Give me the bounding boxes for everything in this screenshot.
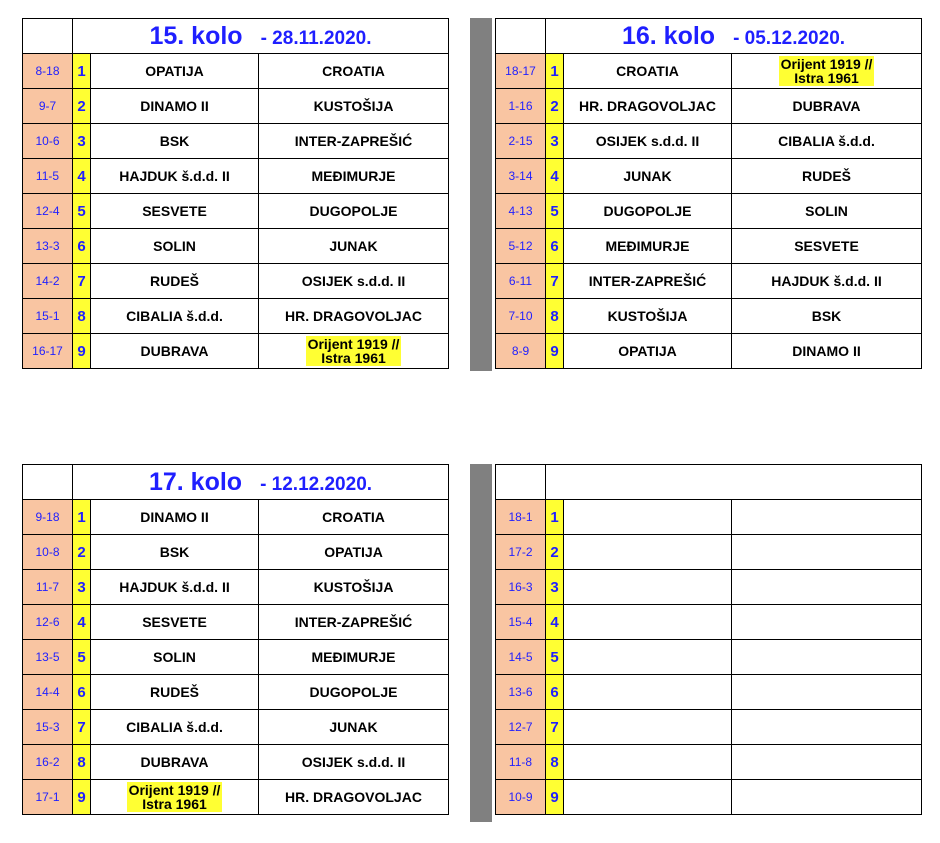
match-row	[23, 605, 449, 640]
header-corner-cell	[496, 19, 546, 54]
away-team-cell: HR. DRAGOVOLJAC	[259, 299, 449, 334]
pairing-cell: 10-6	[23, 124, 73, 159]
match-row	[496, 605, 922, 640]
away-team-cell	[259, 334, 449, 369]
match-number-cell: 1	[73, 54, 91, 89]
home-team-cell: BSK	[91, 535, 259, 570]
header-corner-cell	[496, 465, 546, 500]
match-row	[496, 334, 922, 369]
away-team-cell: CROATIA	[259, 54, 449, 89]
highlighted-team-name: Orijent 1919 // Istra 1961	[780, 56, 873, 86]
round-date: - 28.11.2020.	[260, 27, 372, 49]
match-row	[23, 745, 449, 780]
pairing-cell: 6-11	[496, 264, 546, 299]
match-number-cell: 6	[73, 675, 91, 710]
home-team-cell: RUDEŠ	[91, 675, 259, 710]
match-number-cell: 2	[73, 89, 91, 124]
pairing-cell: 10-9	[496, 780, 546, 815]
match-number-cell: 5	[73, 640, 91, 675]
round-date: - 05.12.2020.	[733, 27, 846, 49]
away-team-cell	[732, 570, 922, 605]
match-row	[496, 89, 922, 124]
match-row	[23, 194, 449, 229]
match-number-cell: 9	[546, 334, 564, 369]
match-row	[23, 299, 449, 334]
home-team-cell	[564, 605, 732, 640]
home-team-cell: KUSTOŠIJA	[564, 299, 732, 334]
home-team-cell	[564, 780, 732, 815]
pairing-cell: 13-3	[23, 229, 73, 264]
match-number-cell: 9	[73, 334, 91, 369]
match-number-cell: 8	[73, 299, 91, 334]
match-number-cell: 5	[546, 640, 564, 675]
match-number-cell: 2	[546, 89, 564, 124]
round-title: 17. kolo	[148, 467, 243, 496]
home-team-cell: CIBALIA š.d.d.	[91, 299, 259, 334]
home-team-cell: DINAMO II	[91, 500, 259, 535]
away-team-cell: DUBRAVA	[732, 89, 922, 124]
away-team-cell: BSK	[732, 299, 922, 334]
match-row	[23, 229, 449, 264]
home-team-cell: INTER-ZAPREŠIĆ	[564, 264, 732, 299]
home-team-cell: SOLIN	[91, 640, 259, 675]
pairing-cell: 8-18	[23, 54, 73, 89]
pairing-cell: 17-1	[23, 780, 73, 815]
home-team-cell: OPATIJA	[564, 334, 732, 369]
pairing-cell: 14-4	[23, 675, 73, 710]
home-team-cell	[564, 675, 732, 710]
away-team-cell	[732, 710, 922, 745]
highlighted-team-name: Orijent 1919 // Istra 1961	[307, 336, 400, 366]
match-number-cell: 9	[546, 780, 564, 815]
away-team-cell: OSIJEK s.d.d. II	[259, 745, 449, 780]
away-team-cell	[732, 745, 922, 780]
home-team-cell	[564, 570, 732, 605]
round-block-17	[22, 464, 449, 815]
home-team-cell: DUBRAVA	[91, 745, 259, 780]
match-row	[23, 500, 449, 535]
pairing-cell: 16-3	[496, 570, 546, 605]
match-row	[23, 710, 449, 745]
block-separator-bottom	[470, 464, 492, 822]
away-team-cell	[732, 54, 922, 89]
pairing-cell: 1-16	[496, 89, 546, 124]
match-number-cell: 8	[546, 745, 564, 780]
match-number-cell: 4	[73, 159, 91, 194]
away-team-cell	[732, 780, 922, 815]
home-team-cell: JUNAK	[564, 159, 732, 194]
round-date: - 12.12.2020.	[260, 473, 373, 495]
away-team-cell: DUGOPOLJE	[259, 194, 449, 229]
home-team-cell	[564, 710, 732, 745]
away-team-cell: JUNAK	[259, 710, 449, 745]
round-title: 16. kolo	[621, 21, 716, 50]
away-team-cell	[732, 535, 922, 570]
match-row	[496, 710, 922, 745]
match-row	[496, 745, 922, 780]
match-number-cell: 4	[546, 605, 564, 640]
match-number-cell: 9	[73, 780, 91, 815]
home-team-cell: CIBALIA š.d.d.	[91, 710, 259, 745]
away-team-cell: KUSTOŠIJA	[259, 570, 449, 605]
match-number-cell: 3	[73, 570, 91, 605]
away-team-cell: OSIJEK s.d.d. II	[259, 264, 449, 299]
pairing-cell: 8-9	[496, 334, 546, 369]
match-row	[496, 264, 922, 299]
home-team-cell	[564, 500, 732, 535]
home-team-cell	[564, 640, 732, 675]
pairing-cell: 4-13	[496, 194, 546, 229]
home-team-cell: HR. DRAGOVOLJAC	[564, 89, 732, 124]
match-number-cell: 1	[73, 500, 91, 535]
round-header	[73, 19, 449, 54]
away-team-cell	[732, 605, 922, 640]
round-block-16	[495, 18, 922, 369]
away-team-cell: INTER-ZAPREŠIĆ	[259, 605, 449, 640]
match-number-cell: 7	[546, 264, 564, 299]
home-team-cell: SOLIN	[91, 229, 259, 264]
pairing-cell: 2-15	[496, 124, 546, 159]
match-row	[23, 334, 449, 369]
match-number-cell: 6	[546, 675, 564, 710]
match-row	[496, 194, 922, 229]
away-team-cell: CROATIA	[259, 500, 449, 535]
match-number-cell: 7	[546, 710, 564, 745]
away-team-cell: HR. DRAGOVOLJAC	[259, 780, 449, 815]
match-number-cell: 2	[73, 535, 91, 570]
away-team-cell: MEĐIMURJE	[259, 640, 449, 675]
match-row	[496, 780, 922, 815]
match-row	[496, 159, 922, 194]
home-team-cell: BSK	[91, 124, 259, 159]
away-team-cell: CIBALIA š.d.d.	[732, 124, 922, 159]
away-team-cell: KUSTOŠIJA	[259, 89, 449, 124]
match-number-cell: 5	[546, 194, 564, 229]
home-team-cell	[564, 745, 732, 780]
round-block-empty	[495, 464, 922, 815]
pairing-cell: 18-1	[496, 500, 546, 535]
pairing-cell: 13-6	[496, 675, 546, 710]
match-number-cell: 3	[546, 124, 564, 159]
match-number-cell: 1	[546, 54, 564, 89]
away-team-cell	[732, 640, 922, 675]
away-team-cell: SESVETE	[732, 229, 922, 264]
match-number-cell: 8	[546, 299, 564, 334]
pairing-cell: 15-3	[23, 710, 73, 745]
home-team-cell: SESVETE	[91, 605, 259, 640]
round-table	[495, 18, 922, 369]
pairing-cell: 11-7	[23, 570, 73, 605]
match-row	[23, 159, 449, 194]
away-team-cell: RUDEŠ	[732, 159, 922, 194]
block-separator-top	[470, 18, 492, 371]
match-number-cell: 8	[73, 745, 91, 780]
home-team-cell: CROATIA	[564, 54, 732, 89]
highlighted-team-name: Orijent 1919 // Istra 1961	[128, 782, 221, 812]
pairing-cell: 16-17	[23, 334, 73, 369]
match-row	[496, 675, 922, 710]
pairing-cell: 13-5	[23, 640, 73, 675]
away-team-cell: HAJDUK š.d.d. II	[732, 264, 922, 299]
match-row	[23, 535, 449, 570]
header-corner-cell	[23, 465, 73, 500]
match-row	[23, 570, 449, 605]
round-table	[22, 18, 449, 369]
home-team-cell: DUBRAVA	[91, 334, 259, 369]
match-row	[23, 675, 449, 710]
home-team-cell: HAJDUK š.d.d. II	[91, 159, 259, 194]
match-row	[23, 54, 449, 89]
round-header	[546, 465, 922, 500]
pairing-cell: 12-6	[23, 605, 73, 640]
home-team-cell: DINAMO II	[91, 89, 259, 124]
match-row	[23, 780, 449, 815]
pairing-cell: 9-18	[23, 500, 73, 535]
away-team-cell: JUNAK	[259, 229, 449, 264]
pairing-cell: 16-2	[23, 745, 73, 780]
away-team-cell: SOLIN	[732, 194, 922, 229]
pairing-cell: 14-2	[23, 264, 73, 299]
home-team-cell: OSIJEK s.d.d. II	[564, 124, 732, 159]
pairing-cell: 5-12	[496, 229, 546, 264]
away-team-cell: DUGOPOLJE	[259, 675, 449, 710]
match-row	[496, 124, 922, 159]
match-row	[496, 229, 922, 264]
match-number-cell: 5	[73, 194, 91, 229]
match-row	[23, 264, 449, 299]
away-team-cell: INTER-ZAPREŠIĆ	[259, 124, 449, 159]
away-team-cell: DINAMO II	[732, 334, 922, 369]
match-row	[496, 299, 922, 334]
home-team-cell: SESVETE	[91, 194, 259, 229]
round-header	[73, 465, 449, 500]
match-number-cell: 2	[546, 535, 564, 570]
match-number-cell: 7	[73, 710, 91, 745]
home-team-cell	[91, 780, 259, 815]
match-number-cell: 3	[546, 570, 564, 605]
match-row	[496, 500, 922, 535]
pairing-cell: 15-1	[23, 299, 73, 334]
away-team-cell: MEĐIMURJE	[259, 159, 449, 194]
round-table	[22, 464, 449, 815]
away-team-cell: OPATIJA	[259, 535, 449, 570]
match-number-cell: 1	[546, 500, 564, 535]
round-table	[495, 464, 922, 815]
match-row	[496, 535, 922, 570]
round-header	[546, 19, 922, 54]
match-number-cell: 6	[546, 229, 564, 264]
home-team-cell: RUDEŠ	[91, 264, 259, 299]
home-team-cell: DUGOPOLJE	[564, 194, 732, 229]
match-row	[23, 640, 449, 675]
pairing-cell: 7-10	[496, 299, 546, 334]
pairing-cell: 15-4	[496, 605, 546, 640]
pairing-cell: 3-14	[496, 159, 546, 194]
pairing-cell: 12-4	[23, 194, 73, 229]
home-team-cell: OPATIJA	[91, 54, 259, 89]
away-team-cell	[732, 500, 922, 535]
pairing-cell: 17-2	[496, 535, 546, 570]
pairing-cell: 11-5	[23, 159, 73, 194]
round-block-15	[22, 18, 449, 369]
match-row	[23, 124, 449, 159]
match-row	[496, 54, 922, 89]
home-team-cell	[564, 535, 732, 570]
pairing-cell: 10-8	[23, 535, 73, 570]
round-title: 15. kolo	[149, 21, 243, 50]
match-number-cell: 4	[73, 605, 91, 640]
match-number-cell: 7	[73, 264, 91, 299]
header-corner-cell	[23, 19, 73, 54]
pairing-cell: 18-17	[496, 54, 546, 89]
pairing-cell: 12-7	[496, 710, 546, 745]
match-number-cell: 6	[73, 229, 91, 264]
match-number-cell: 3	[73, 124, 91, 159]
pairing-cell: 11-8	[496, 745, 546, 780]
match-number-cell: 4	[546, 159, 564, 194]
away-team-cell	[732, 675, 922, 710]
home-team-cell: MEĐIMURJE	[564, 229, 732, 264]
match-row	[496, 640, 922, 675]
match-row	[496, 570, 922, 605]
pairing-cell: 9-7	[23, 89, 73, 124]
pairing-cell: 14-5	[496, 640, 546, 675]
match-row	[23, 89, 449, 124]
home-team-cell: HAJDUK š.d.d. II	[91, 570, 259, 605]
